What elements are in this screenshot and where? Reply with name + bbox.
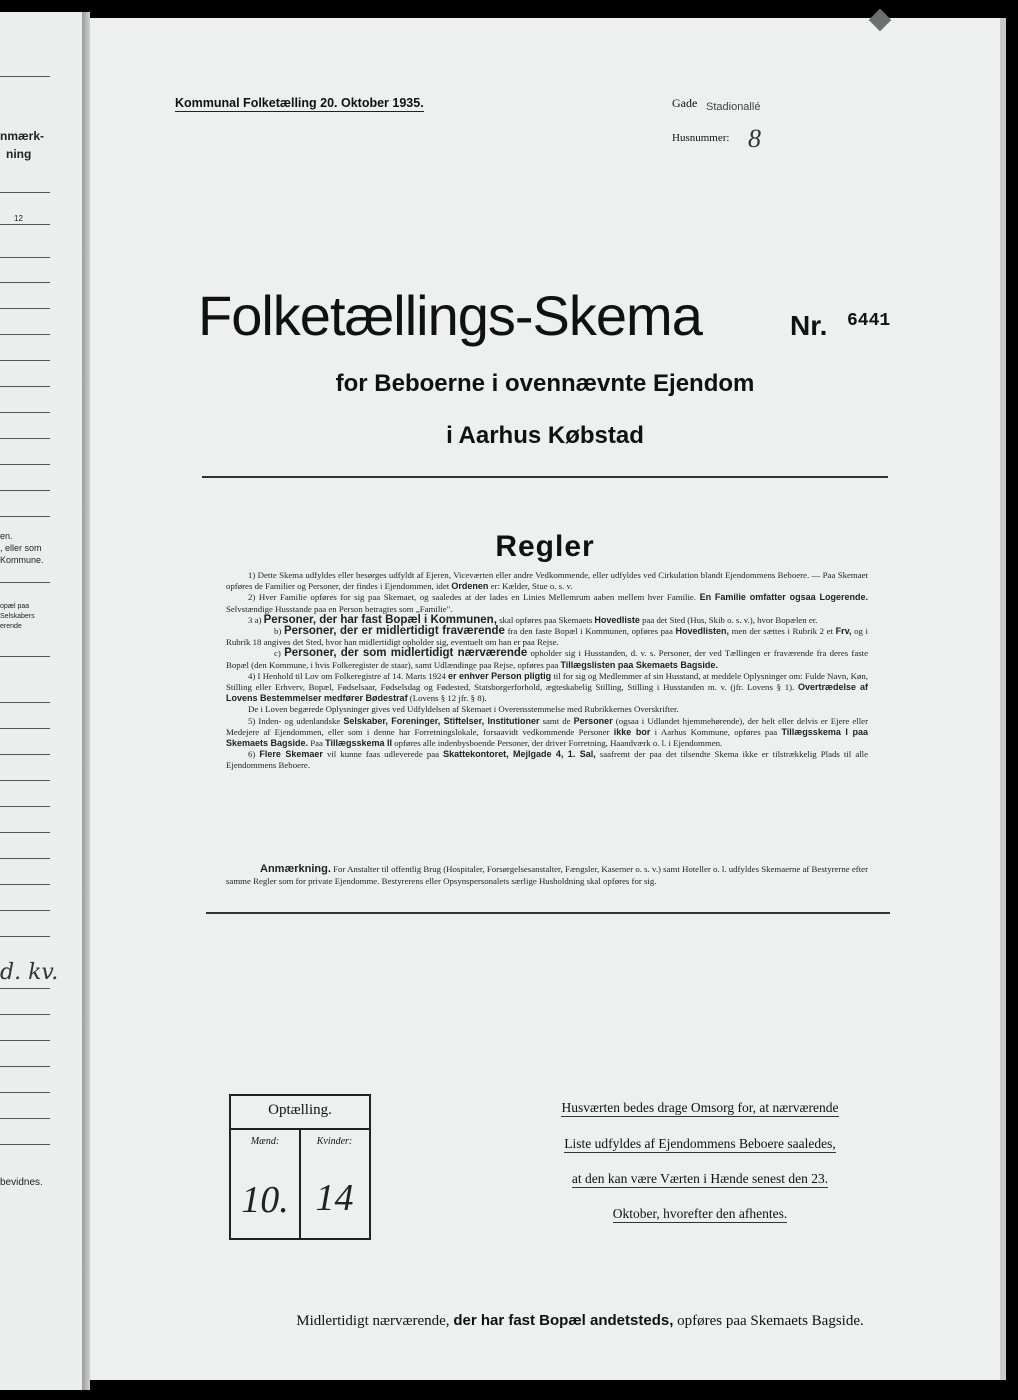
nr-value: 6441 — [847, 311, 891, 331]
left-page-rule — [0, 76, 50, 77]
rule-5: 5) Inden- og udenlandske Selskaber, Foreninger, Stiftelser, Institutioner samt de Personer (ogsaa i Udlandet hjemmehørende), der helt eller delvis er Ejere eller Medejere af Ejendommen, eller som i denne har Forretningslokale, forsaavidt vedkommende Personer ikke bor i Aarhus Kommune, opføres paa Tillægsskema I paa Skemaets Bagside. Paa Tillægsskema II opføres alle indenbysboende Personer, der driver Forretning, Haandværk o. l. i Ejendommen. — [226, 715, 869, 749]
left-page-rule — [0, 754, 50, 755]
notice-line: Liste udfyldes af Ejendommens Beboere saaledes, — [564, 1136, 836, 1151]
maend-count: 10. — [241, 1179, 289, 1221]
left-page-rule — [0, 490, 50, 491]
divider — [202, 476, 888, 478]
notice-line: Oktober, hvorefter den afhentes. — [612, 1206, 788, 1221]
left-page-text: en. — [0, 531, 13, 541]
left-page-rule — [0, 257, 50, 258]
left-page-rule — [0, 334, 50, 335]
left-page-rule — [0, 780, 50, 781]
rules-heading: Regler — [495, 530, 595, 563]
left-page-handwriting: d. kv. — [0, 960, 59, 985]
gade-value: Stadionallé — [706, 101, 761, 113]
rules-text — [226, 570, 868, 772]
left-page-rule — [0, 582, 50, 583]
left-page-rule — [0, 438, 50, 439]
left-page-rule — [0, 360, 50, 361]
rule-4b: De i Loven begærede Oplysninger gives ved Udfyldelsen af Skemaet i Overensstemmelse med Rubrikkernes Overskrifter. — [248, 704, 679, 715]
left-page-rule — [0, 884, 50, 885]
anmaerkning-text: For Anstalter til offentlig Brug (Hospitaler, Forsørgelsesanstalter, Fængsler, Kaserner o. s. v.) samt Hoteller o. l. udfyldes Skemaerne af Bestyrerne efter samme Regler som for private Ejendomme. Bestyrerens eller Opsynspersonalets særlige Husholdning skal opføres for sig. — [226, 864, 868, 886]
left-page-rule — [0, 1092, 50, 1093]
rule-4: 4) I Henhold til Lov om Folkeregistre af 14. Marts 1924 er enhver Person pligtig til for sig og Medlemmer af sin Husstand, at meddele Oplysninger om: Fulde Navn, Køn, Stilling eller Erhverv, Bopæl, Fødselsaar, Fødselsdag og Fødested, Statsborgerforhold, ægteskabelig Stilling, Stilling i Husstanden m. v. (jfr. Lovens § 1). Overtrædelse af Lovens Bestemmelser medfører Bødestraf (Lovens § 12 jfr. § 8). — [226, 670, 868, 704]
left-page-rule — [0, 464, 50, 465]
left-page-rule — [0, 1144, 50, 1145]
rule-3a: 3 a) Personer, der har fast Bopæl i Kommunen, skal opføres paa Skemaets Hovedliste paa det Sted (Hus, Skib o. s. v.), hvor Bopælen er. — [248, 613, 818, 626]
left-page-label: ning — [6, 147, 32, 161]
left-page-label: nmærk- — [0, 129, 45, 143]
notice-line: at den kan være Værten i Hænde senest den 23. — [571, 1171, 829, 1186]
left-page-rule — [0, 728, 50, 729]
left-page-rule — [0, 224, 50, 225]
page-edge — [1000, 18, 1006, 1380]
optaelling-title: Optælling. — [268, 1102, 332, 1118]
form-subtitle: for Beboerne i ovennævnte Ejendom — [335, 370, 755, 397]
rule-3c: c) Personer, der som midlertidigt nærværende opholder sig i Husstanden, d. v. s. Personer, der ved Tællingen er fraværende fra deres faste Bopæl (den Kommune, i hvis Folkeregister de staar), samt Udlændinge paa Rejse, opføres paa Tillægslisten paa Skemaets Bagside. — [226, 647, 869, 670]
left-page-rule — [0, 910, 50, 911]
divider — [206, 912, 890, 914]
gade-label: Gade — [672, 96, 698, 110]
left-page-rule — [0, 282, 50, 283]
left-page-text: bevidnes. — [0, 1177, 43, 1188]
left-facing-page — [0, 12, 82, 1390]
book-spine — [82, 12, 90, 1390]
left-page-text: Selskabers — [0, 613, 35, 620]
left-page-rule — [0, 858, 50, 859]
left-page-rule — [0, 1066, 50, 1067]
left-page-rule — [0, 832, 50, 833]
rule-1: 1) Dette Skema udfyldes eller besørges udfyldt af Ejeren, Viceværten eller andre Vedkommende, eller udfyldes ved Cirkulation blandt Ejendommens Beboere. — Paa Skemaet opføres de Familier og Personer, der findes i Ejendommen, idet Ordenen er: Kælder, Stue o. s. v. — [226, 570, 868, 592]
left-page-rule — [0, 806, 50, 807]
left-page-rule — [0, 702, 50, 703]
anmaerkning-label: Anmærkning. — [260, 863, 331, 875]
rule-6: 6) Flere Skemaer vil kunne faas udleverede paa Skattekontoret, Mejlgade 4, 1. Sal, saafremt der paa det tilsendte Skema ikke er tilstrækkelig Plads til alle Ejendommens Beboere. — [226, 749, 869, 771]
left-page-text: Kommune. — [0, 555, 44, 565]
husnummer-label: Husnummer: — [672, 132, 730, 144]
left-page-rule — [0, 988, 50, 989]
form-title: Folketællings-Skema — [198, 284, 702, 347]
census-header: Kommunal Folketælling 20. Oktober 1935. — [175, 96, 424, 110]
optaelling-box — [229, 1094, 371, 1240]
left-page-rule — [0, 656, 50, 657]
left-page-text: erende — [0, 623, 22, 630]
left-page-rule — [0, 1040, 50, 1041]
form-subtitle-city: i Aarhus Købstad — [446, 422, 644, 449]
rule-3b: b) Personer, der er midlertidigt fraværende fra den faste Bopæl i Kommunen, opføres paa Hovedlisten, men der sættes i Rubrik 2 et Frv, og i Rubrik 18 angives det Sted, hvor han midlertidigt opholder sig, eventuelt om han er paa Rejse. — [226, 625, 869, 648]
left-page-text: opæl paa — [0, 603, 30, 610]
left-page-rule — [0, 936, 50, 937]
census-form-page — [90, 18, 1000, 1380]
left-page-rule — [0, 516, 50, 517]
left-page-rule — [0, 192, 50, 193]
maend-label: Mænd: — [250, 1136, 280, 1147]
notice-line: Husværten bedes drage Omsorg for, at nærværende — [561, 1100, 839, 1115]
left-page-col-number: 12 — [14, 214, 23, 223]
left-page-rule — [0, 1014, 50, 1015]
nr-label: Nr. — [790, 310, 828, 341]
anmaerkning-note — [226, 864, 868, 887]
left-page-rule — [0, 412, 50, 413]
kvinder-label: Kvinder: — [316, 1136, 353, 1147]
left-page-rule — [0, 308, 50, 309]
left-page-rule — [0, 386, 50, 387]
left-page-text: , eller som — [0, 543, 42, 553]
rule-2: 2) Hver Familie opføres for sig paa Skemaet, og saaledes at der lades en Linies Mellemrum aaben mellem hver Familie. En Familie omfatter ogsaa Logerende. Selvstændige Husstande paa en Person betragtes som „Familie". — [226, 592, 869, 614]
footer-note: Midlertidigt nærværende, der har fast Bopæl andetsteds, opføres paa Skemaets Bagside. — [296, 1312, 864, 1329]
husnummer-value: 8 — [748, 124, 761, 153]
kvinder-count: 14 — [315, 1177, 354, 1219]
left-page-rule — [0, 1118, 50, 1119]
